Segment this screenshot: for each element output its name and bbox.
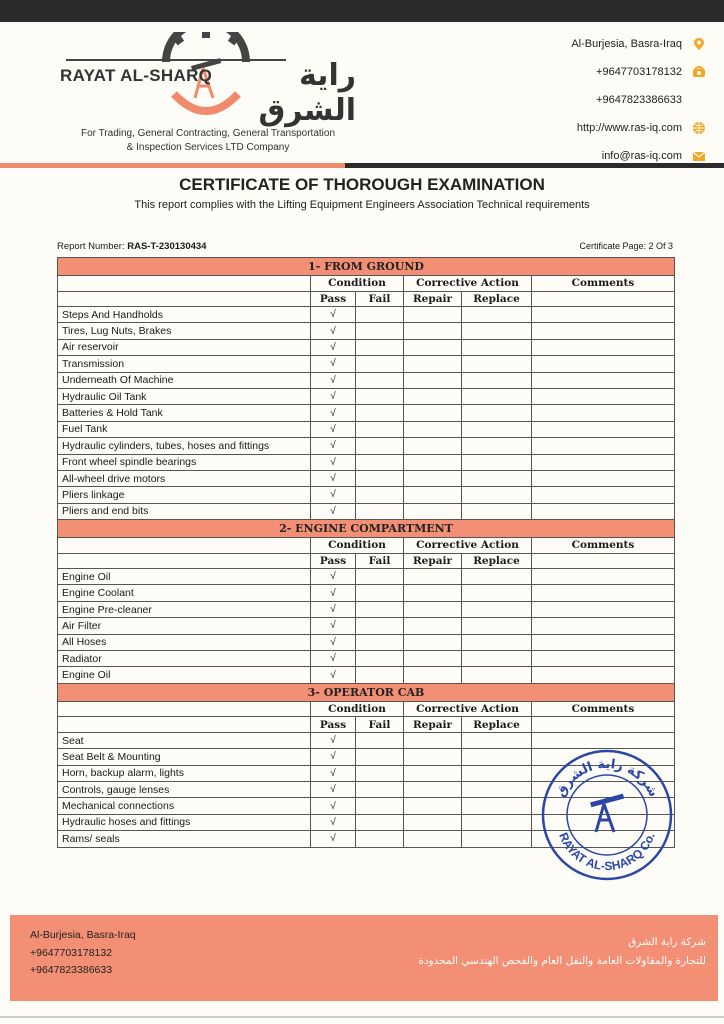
comments-cell xyxy=(532,634,675,650)
item-name-cell: Horn, backup alarm, lights xyxy=(58,765,311,781)
item-name-cell: Engine Oil xyxy=(58,569,311,585)
replace-header: Replace xyxy=(462,553,532,569)
logo-text-ar: راية الشرق xyxy=(258,58,356,128)
envelope-icon xyxy=(692,149,706,163)
item-name-cell: Pliers and end bits xyxy=(58,503,311,519)
comments-cell xyxy=(532,405,675,421)
item-name-cell: Transmission xyxy=(58,356,311,372)
pass-check-cell: √ xyxy=(311,454,356,470)
document-title: CERTIFICATE OF THOROUGH EXAMINATION xyxy=(179,175,545,194)
section-title: 1- FROM GROUND xyxy=(58,258,675,276)
column-group-header-row xyxy=(58,538,675,554)
replace-cell xyxy=(462,667,532,683)
fail-cell xyxy=(356,765,404,781)
comments-header: Comments xyxy=(532,701,675,717)
table-row xyxy=(58,421,675,437)
repair-cell xyxy=(404,732,462,748)
comments-cell xyxy=(532,388,675,404)
fail-header: Fail xyxy=(356,717,404,733)
item-name-cell: Seat xyxy=(58,732,311,748)
pass-check-cell: √ xyxy=(311,732,356,748)
contact-email-text: info@ras-iq.com xyxy=(601,150,682,162)
repair-cell xyxy=(404,388,462,404)
certificate-page: Certificate Page: 2 Of 3 xyxy=(579,241,673,251)
tagline-line-2: & Inspection Services LTD Company xyxy=(126,142,290,153)
fail-cell xyxy=(356,323,404,339)
fail-cell xyxy=(356,634,404,650)
header-divider-dark xyxy=(345,163,724,168)
contact-block xyxy=(486,30,706,170)
contact-phone-1-text: +9647703178132 xyxy=(596,66,682,78)
header-divider-orange xyxy=(0,163,345,168)
section-header-row xyxy=(58,520,675,538)
pass-check-cell: √ xyxy=(311,585,356,601)
page-bottom-line xyxy=(0,1016,724,1018)
table-row xyxy=(58,388,675,404)
replace-cell xyxy=(462,585,532,601)
section-header-row xyxy=(58,683,675,701)
condition-header: Condition xyxy=(311,701,404,717)
contact-address xyxy=(486,30,706,58)
repair-cell xyxy=(404,651,462,667)
repair-cell xyxy=(404,339,462,355)
replace-cell xyxy=(462,814,532,830)
repair-cell xyxy=(404,831,462,847)
tagline-line-1: For Trading, General Contracting, General Transportation xyxy=(80,128,336,139)
replace-cell xyxy=(462,765,532,781)
repair-cell xyxy=(404,585,462,601)
blank-header-cell xyxy=(58,291,311,307)
blank-header-cell xyxy=(58,553,311,569)
report-number-value: RAS-T-230130434 xyxy=(127,241,207,252)
repair-cell xyxy=(404,601,462,617)
item-name-cell: Steps And Handholds xyxy=(58,307,311,323)
blank-header-cell xyxy=(532,717,675,733)
company-tagline xyxy=(58,127,358,155)
pass-check-cell: √ xyxy=(311,749,356,765)
replace-cell xyxy=(462,618,532,634)
footer-arabic-line-2: للتجارة والمقاولات العامة والنقل العام والفحص الهندسي المحدودة xyxy=(418,955,706,967)
corrective-action-header: Corrective Action xyxy=(404,276,532,292)
blank-header-cell xyxy=(532,291,675,307)
company-stamp xyxy=(540,748,674,882)
item-name-cell: Front wheel spindle bearings xyxy=(58,454,311,470)
table-row xyxy=(58,651,675,667)
item-name-cell: Fuel Tank xyxy=(58,421,311,437)
item-name-cell: Controls, gauge lenses xyxy=(58,781,311,797)
replace-cell xyxy=(462,487,532,503)
fail-cell xyxy=(356,732,404,748)
replace-cell xyxy=(462,388,532,404)
comments-cell xyxy=(532,372,675,388)
section-title: 3- OPERATOR CAB xyxy=(58,683,675,701)
stamp-bottom-text: RAYAT AL-SHARQ Co. xyxy=(556,830,658,874)
repair-cell xyxy=(404,323,462,339)
footer-arabic-line-1: شركة راية الشرق xyxy=(628,936,706,948)
item-name-cell: Tires, Lug Nuts, Brakes xyxy=(58,323,311,339)
comments-cell xyxy=(532,323,675,339)
repair-cell xyxy=(404,798,462,814)
replace-cell xyxy=(462,601,532,617)
repair-cell xyxy=(404,356,462,372)
company-logo xyxy=(56,32,356,132)
column-header-row xyxy=(58,717,675,733)
blank-header-cell xyxy=(58,701,311,717)
item-name-cell: Air reservoir xyxy=(58,339,311,355)
fail-cell xyxy=(356,601,404,617)
item-name-cell: Radiator xyxy=(58,651,311,667)
item-name-cell: Pliers linkage xyxy=(58,487,311,503)
item-name-cell: Engine Pre-cleaner xyxy=(58,601,311,617)
section-title: 2- ENGINE COMPARTMENT xyxy=(58,520,675,538)
fail-cell xyxy=(356,405,404,421)
fail-cell xyxy=(356,372,404,388)
pass-check-cell: √ xyxy=(311,765,356,781)
logo-text-en: RAYAT AL-SHARQ xyxy=(60,66,213,85)
comments-cell xyxy=(532,438,675,454)
pass-check-cell: √ xyxy=(311,618,356,634)
fail-cell xyxy=(356,667,404,683)
table-row xyxy=(58,454,675,470)
repair-cell xyxy=(404,405,462,421)
condition-header: Condition xyxy=(311,538,404,554)
contact-address-text: Al-Burjesia, Basra-Iraq xyxy=(571,38,682,50)
corrective-action-header: Corrective Action xyxy=(404,701,532,717)
location-pin-icon xyxy=(692,37,706,51)
item-name-cell: Hydraulic cylinders, tubes, hoses and fittings xyxy=(58,438,311,454)
comments-cell xyxy=(532,487,675,503)
repair-cell xyxy=(404,781,462,797)
pass-check-cell: √ xyxy=(311,339,356,355)
replace-cell xyxy=(462,798,532,814)
contact-website xyxy=(486,114,706,142)
repair-header: Repair xyxy=(404,291,462,307)
comments-cell xyxy=(532,585,675,601)
repair-cell xyxy=(404,438,462,454)
pass-check-cell: √ xyxy=(311,831,356,847)
repair-cell xyxy=(404,618,462,634)
table-row xyxy=(58,372,675,388)
table-row xyxy=(58,732,675,748)
section-header-row xyxy=(58,258,675,276)
pass-check-cell: √ xyxy=(311,781,356,797)
fail-cell xyxy=(356,421,404,437)
blank-header-cell xyxy=(58,717,311,733)
comments-cell xyxy=(532,732,675,748)
repair-cell xyxy=(404,667,462,683)
fail-cell xyxy=(356,569,404,585)
replace-cell xyxy=(462,569,532,585)
table-row xyxy=(58,618,675,634)
table-row xyxy=(58,356,675,372)
comments-header: Comments xyxy=(532,538,675,554)
comments-cell xyxy=(532,307,675,323)
pass-check-cell: √ xyxy=(311,388,356,404)
repair-header: Repair xyxy=(404,717,462,733)
replace-cell xyxy=(462,470,532,486)
top-bar xyxy=(0,0,724,22)
pass-check-cell: √ xyxy=(311,470,356,486)
repair-cell xyxy=(404,470,462,486)
table-row xyxy=(58,323,675,339)
comments-cell xyxy=(532,356,675,372)
pass-check-cell: √ xyxy=(311,651,356,667)
pass-check-cell: √ xyxy=(311,667,356,683)
comments-cell xyxy=(532,470,675,486)
column-header-row xyxy=(58,291,675,307)
pass-header: Pass xyxy=(311,553,356,569)
phone-icon xyxy=(692,65,706,79)
comments-header: Comments xyxy=(532,276,675,292)
fail-cell xyxy=(356,454,404,470)
fail-cell xyxy=(356,749,404,765)
replace-header: Replace xyxy=(462,717,532,733)
pass-check-cell: √ xyxy=(311,323,356,339)
replace-cell xyxy=(462,356,532,372)
comments-cell xyxy=(532,503,675,519)
replace-cell xyxy=(462,454,532,470)
pass-check-cell: √ xyxy=(311,601,356,617)
fail-cell xyxy=(356,781,404,797)
comments-cell xyxy=(532,454,675,470)
replace-cell xyxy=(462,323,532,339)
report-number-label: Report Number: xyxy=(57,241,128,252)
stamp-top-text: شركة راية الشرق xyxy=(553,756,661,800)
table-row xyxy=(58,487,675,503)
fail-cell xyxy=(356,438,404,454)
pass-check-cell: √ xyxy=(311,503,356,519)
item-name-cell: Underneath Of Machine xyxy=(58,372,311,388)
table-row xyxy=(58,569,675,585)
repair-cell xyxy=(404,634,462,650)
document-subtitle: This report complies with the Lifting Equipment Engineers Association Technical requirements xyxy=(134,199,590,211)
repair-cell xyxy=(404,307,462,323)
pass-check-cell: √ xyxy=(311,405,356,421)
fail-cell xyxy=(356,831,404,847)
table-row xyxy=(58,470,675,486)
repair-cell xyxy=(404,569,462,585)
replace-cell xyxy=(462,405,532,421)
pass-check-cell: √ xyxy=(311,487,356,503)
replace-cell xyxy=(462,421,532,437)
replace-cell xyxy=(462,781,532,797)
replace-cell xyxy=(462,732,532,748)
item-name-cell: Batteries & Hold Tank xyxy=(58,405,311,421)
item-name-cell: All Hoses xyxy=(58,634,311,650)
item-name-cell: Rams/ seals xyxy=(58,831,311,847)
corrective-action-header: Corrective Action xyxy=(404,538,532,554)
pass-header: Pass xyxy=(311,291,356,307)
fail-cell xyxy=(356,487,404,503)
fail-cell xyxy=(356,798,404,814)
contact-phone-2-text: +9647823386633 xyxy=(596,94,682,106)
comments-cell xyxy=(532,339,675,355)
table-row xyxy=(58,405,675,421)
pass-check-cell: √ xyxy=(311,356,356,372)
comments-cell xyxy=(532,618,675,634)
replace-cell xyxy=(462,634,532,650)
footer-phone-2: +9647823386633 xyxy=(30,964,113,976)
table-row xyxy=(58,339,675,355)
table-row xyxy=(58,601,675,617)
table-row xyxy=(58,307,675,323)
footer-phone-1: +9647703178132 xyxy=(30,946,113,959)
footer-bar xyxy=(10,915,718,1001)
contact-phone-1 xyxy=(486,58,706,86)
comments-cell xyxy=(532,421,675,437)
column-group-header-row xyxy=(58,276,675,292)
globe-icon xyxy=(692,121,706,135)
replace-cell xyxy=(462,438,532,454)
pass-check-cell: √ xyxy=(311,814,356,830)
table-row xyxy=(58,585,675,601)
footer-contact xyxy=(30,927,136,980)
comments-cell xyxy=(532,651,675,667)
repair-cell xyxy=(404,814,462,830)
pass-check-cell: √ xyxy=(311,634,356,650)
item-name-cell: All-wheel drive motors xyxy=(58,470,311,486)
item-name-cell: Seat Belt & Mounting xyxy=(58,749,311,765)
pass-header: Pass xyxy=(311,717,356,733)
replace-header: Replace xyxy=(462,291,532,307)
blank-header-cell xyxy=(58,276,311,292)
table-row xyxy=(58,634,675,650)
comments-cell xyxy=(532,601,675,617)
item-name-cell: Engine Coolant xyxy=(58,585,311,601)
fail-cell xyxy=(356,356,404,372)
table-row xyxy=(58,667,675,683)
pass-check-cell: √ xyxy=(311,569,356,585)
condition-header: Condition xyxy=(311,276,404,292)
stamp-pumpjack-icon xyxy=(590,794,624,832)
item-name-cell: Hydraulic Oil Tank xyxy=(58,388,311,404)
pass-check-cell: √ xyxy=(311,307,356,323)
fail-cell xyxy=(356,585,404,601)
repair-cell xyxy=(404,372,462,388)
pass-check-cell: √ xyxy=(311,421,356,437)
repair-cell xyxy=(404,487,462,503)
footer-address: Al-Burjesia, Basra-Iraq xyxy=(30,929,136,941)
item-name-cell: Mechanical connections xyxy=(58,798,311,814)
blank-header-cell xyxy=(532,553,675,569)
fail-cell xyxy=(356,339,404,355)
fail-cell xyxy=(356,388,404,404)
blank-header-cell xyxy=(58,538,311,554)
fail-header: Fail xyxy=(356,553,404,569)
fail-cell xyxy=(356,503,404,519)
repair-cell xyxy=(404,503,462,519)
item-name-cell: Air Filter xyxy=(58,618,311,634)
fail-cell xyxy=(356,307,404,323)
replace-cell xyxy=(462,339,532,355)
replace-cell xyxy=(462,372,532,388)
table-row xyxy=(58,503,675,519)
repair-cell xyxy=(404,421,462,437)
pass-check-cell: √ xyxy=(311,798,356,814)
fail-header: Fail xyxy=(356,291,404,307)
repair-header: Repair xyxy=(404,553,462,569)
pass-check-cell: √ xyxy=(311,438,356,454)
pass-check-cell: √ xyxy=(311,372,356,388)
comments-cell xyxy=(532,569,675,585)
contact-phone-2 xyxy=(486,86,706,114)
fail-cell xyxy=(356,618,404,634)
column-header-row xyxy=(58,553,675,569)
report-number xyxy=(57,241,206,252)
replace-cell xyxy=(462,749,532,765)
replace-cell xyxy=(462,503,532,519)
item-name-cell: Engine Oil xyxy=(58,667,311,683)
replace-cell xyxy=(462,307,532,323)
repair-cell xyxy=(404,765,462,781)
fail-cell xyxy=(356,470,404,486)
comments-cell xyxy=(532,667,675,683)
table-row xyxy=(58,438,675,454)
replace-cell xyxy=(462,651,532,667)
fail-cell xyxy=(356,651,404,667)
item-name-cell: Hydraulic hoses and fittings xyxy=(58,814,311,830)
replace-cell xyxy=(462,831,532,847)
repair-cell xyxy=(404,454,462,470)
fail-cell xyxy=(356,814,404,830)
footer-arabic-name xyxy=(418,933,706,971)
repair-cell xyxy=(404,749,462,765)
column-group-header-row xyxy=(58,701,675,717)
contact-website-text: http://www.ras-iq.com xyxy=(576,122,682,134)
